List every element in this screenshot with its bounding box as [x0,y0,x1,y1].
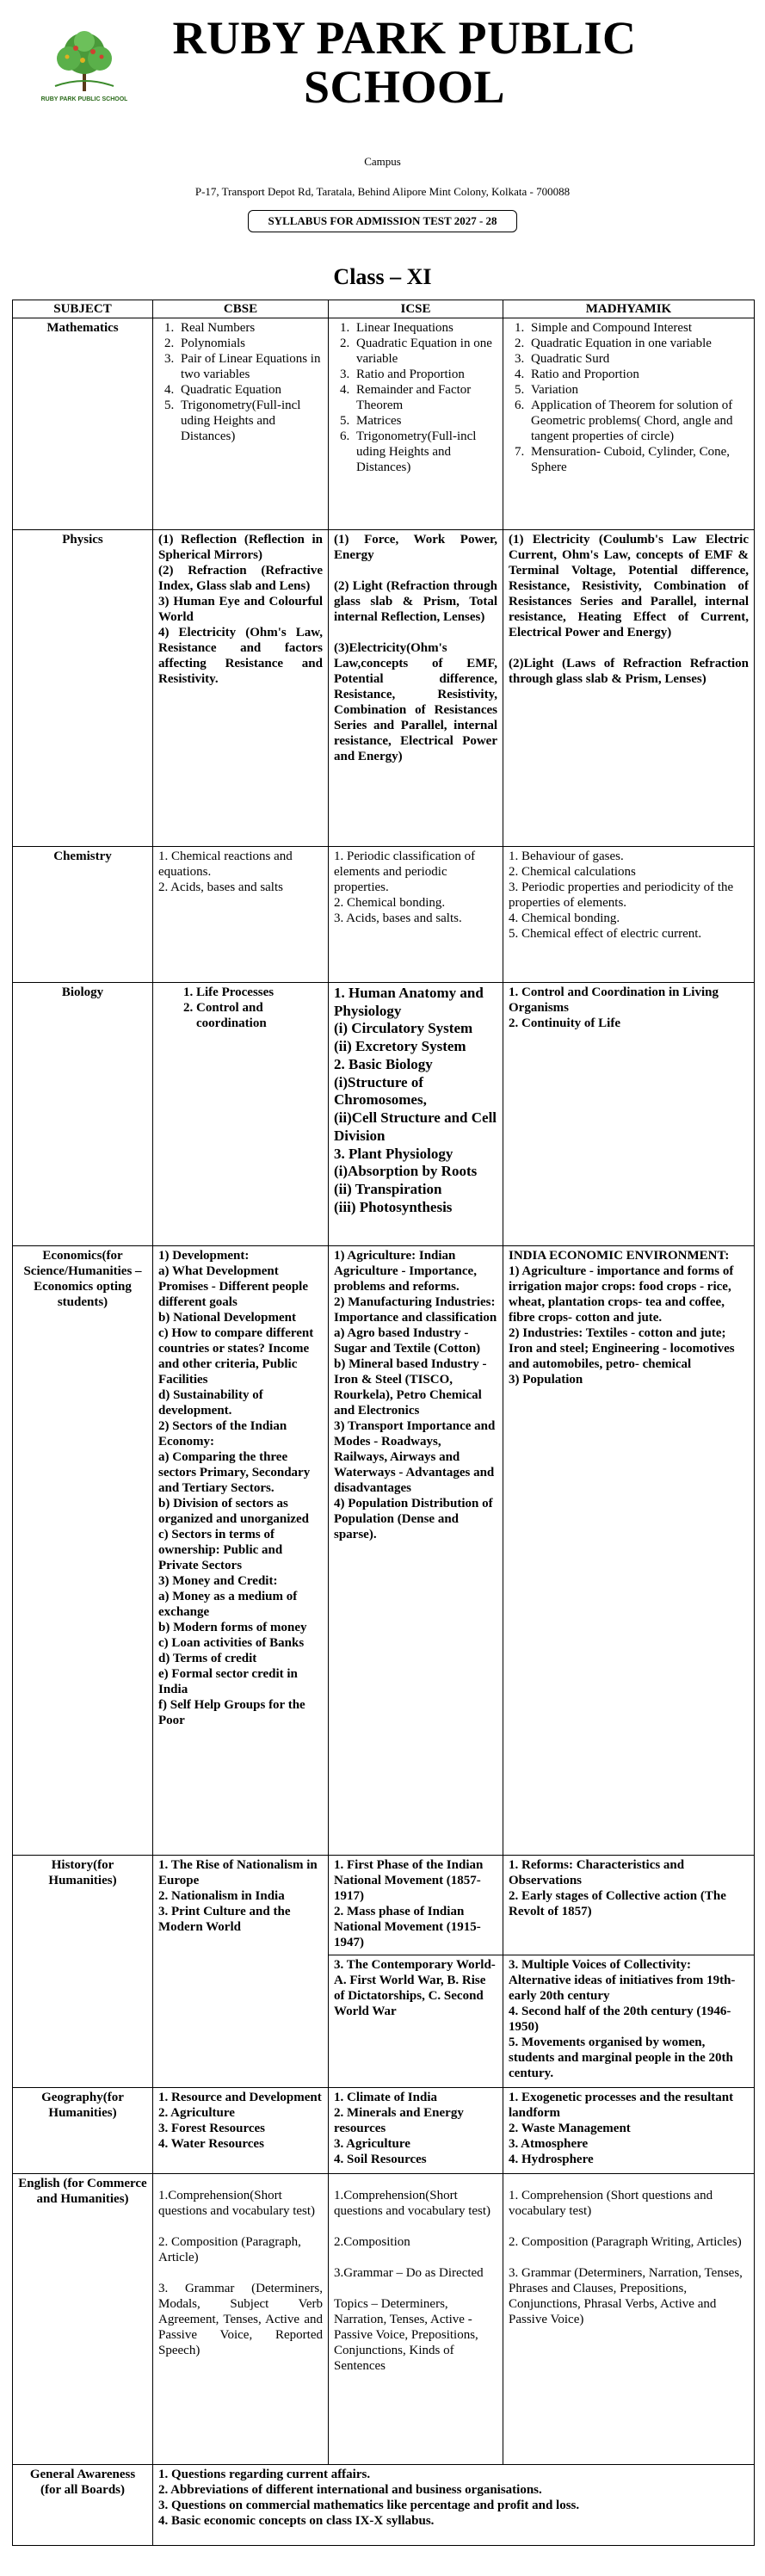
list-item: 3. Agriculture [334,2137,410,2151]
list-item: 2. Early stages of Collective action (The Revolt of 1857) [509,1889,726,1918]
list-item: a) Agro based Industry - Sugar and Textile (Cotton) [334,1326,481,1356]
list-item: 3. Grammar (Determiners, Modals, Subject Verb Agreement, Tenses, Active and Passive Voice, Reported Speech) [158,2282,323,2357]
list-item: 4. Ratio and Proportion [527,367,749,382]
list-item: (ii) Transpiration [334,1181,442,1198]
geography-cbse [153,2088,329,2174]
list-item: 2) Industries: Textiles - cotton and jute; Iron and steel; Engineering - locomotives and automobiles, petro- chemical [509,1326,735,1371]
subject-geography: Geography(for Humanities) [13,2088,153,2174]
school-logo-icon [41,22,127,105]
list-item: (3)Electricity(Ohm's Law,concepts of EMF, Potential difference, Resistance, Resistivity, Combination of Resistances Series and Parallel, internal resistance, Electrical Power and Energy) [334,641,497,763]
list-item: a) Money as a medium of exchange [158,1590,298,1619]
list-item: d) Terms of credit [158,1652,257,1665]
table-row [13,1856,755,1955]
list-item: 3. Grammar (Determiners, Narration, Tenses, Phrases and Clauses, Prepositions, Conjunctions, Phrasal Verbs, Active and Passive Voice) [509,2266,743,2326]
maths-cbse [153,318,329,530]
list-item: 1. Reforms: Characteristics and Observations [509,1858,685,1887]
list-item: (1) Electricity (Coulumb's Law Electric Current, Ohm's Law, concepts of EMF & Terminal Voltage, Potential difference, Resistance, Resistivity, Combination of Resistances Series and Parallel, internal resistance, Heating Effect of Current, Electrical Power and Energy) [509,533,749,639]
list-item: 1. Human Anatomy and Physiology [334,985,484,1019]
list-item: b) Modern forms of money [158,1621,307,1634]
table-row [13,983,755,1246]
economics-madhyamik [503,1246,755,1856]
list-item: e) Formal sector credit in India [158,1667,298,1696]
list-item: 4. Chemical bonding. [509,911,620,925]
list-item: 5. Chemical effect of electric current. [509,927,702,941]
economics-cbse [153,1246,329,1856]
list-item: 1. Questions regarding current affairs. [158,2468,371,2481]
list-item: 3. Multiple Voices of Collectivity: Alternative ideas of initiatives from 19th-early 20th century [509,1958,736,2003]
list-item: b) Mineral based Industry - Iron & Steel (TISCO, Rourkela), Petro Chemical and Electronics [334,1357,487,1418]
general-awareness-items [153,2465,755,2546]
list-item: INDIA ECONOMIC ENVIRONMENT: [509,1249,730,1263]
chemistry-madhyamik [503,847,755,983]
subject-english: English (for Commerce and Humanities) [13,2174,153,2465]
list-item: 4. Quadratic Equation [177,382,323,398]
list-item: 1. Linear Inequations [353,320,497,336]
list-item: 4. Water Resources [158,2137,264,2151]
list-item: 1. Life Processes [196,985,323,1000]
list-item: 2. Control and coordination [196,1000,323,1031]
list-item: (i) Circulatory System [334,1020,473,1037]
list-item: 1. Exogenetic processes and the resultant landform [509,2091,734,2120]
list-item: a) What Development Promises - Different people different goals [158,1264,308,1309]
list-item: c) Sectors in terms of ownership: Public and Private Sectors [158,1528,283,1572]
list-item: 1. First Phase of the Indian National Movement (1857-1917) [334,1858,484,1903]
list-item: 3) Money and Credit: [158,1574,278,1588]
header-subject: SUBJECT [13,300,153,318]
english-icse [329,2174,503,2465]
list-item: (iii) Photosynthesis [334,1198,453,1215]
list-item: 1. Simple and Compound Interest [527,320,749,336]
english-cbse [153,2174,329,2465]
list-item: (2) Refraction (Refractive Index, Glass slab and Lens) [158,564,323,593]
list-item: 4. Hydrosphere [509,2153,594,2166]
list-item: (2)Light (Laws of Refraction Refraction through glass slab & Prism, Lenses) [509,657,749,686]
list-item: c) Loan activities of Banks [158,1636,305,1650]
list-item: b) Division of sectors as organized and unorganized [158,1497,310,1526]
list-item: 2. Polynomials [177,336,323,351]
list-item: 2. Acids, bases and salts [158,880,283,894]
physics-madhyamik [503,530,755,847]
list-item: 1.Comprehension(Short questions and vocabulary test) [334,2189,491,2218]
subject-biology: Biology [13,983,153,1246]
list-item: a) Comparing the three sectors Primary, Secondary and Tertiary Sectors. [158,1450,311,1495]
list-item: 2. Agriculture [158,2106,235,2120]
list-item: f) Self Help Groups for the Poor [158,1698,305,1727]
biology-icse [329,983,503,1246]
school-name: RUBY PARK PUBLIC SCHOOL [172,12,637,114]
list-item: 2. Waste Management [509,2122,631,2135]
physics-icse [329,530,503,847]
list-item: 1. Periodic classification of elements and periodic properties. [334,849,476,894]
list-item: 7. Mensuration- Cuboid, Cylinder, Cone, Sphere [527,444,749,475]
biology-cbse [153,983,329,1246]
list-item: 5. Movements organised by women, students and marginal people in the 20th century. [509,2035,733,2080]
history-madhyamik-part1 [503,1856,755,1955]
list-item: 3. Ratio and Proportion [353,367,497,382]
list-item: 3. Atmosphere [509,2137,589,2151]
chemistry-icse [329,847,503,983]
list-item: 3. The Contemporary World-A. First World War, B. Rise of Dictatorships, C. Second World War [334,1958,496,2018]
list-item: 2. Chemical calculations [509,865,636,879]
list-item: 2.Composition [334,2235,410,2249]
list-item: 2. Composition (Paragraph Writing, Articles) [509,2235,742,2249]
list-item: (i)Absorption by Roots [334,1163,478,1180]
list-item: 2. Chemical bonding. [334,896,446,910]
list-item: 2. Nationalism in India [158,1889,285,1903]
list-item: 3) Transport Importance and Modes - Roadways, Railways, Airways and Waterways - Advantages and disadvantages [334,1419,496,1495]
header-madhyamik: MADHYAMIK [503,300,755,318]
list-item: 1. The Rise of Nationalism in Europe [158,1858,318,1887]
list-item: d) Sustainability of development. [158,1388,263,1418]
geography-madhyamik [503,2088,755,2174]
list-item: 1. Control and Coordination in Living Organisms [509,985,719,1015]
maths-madhyamik [503,318,755,530]
list-item: 2. Quadratic Equation in one variable [353,336,497,367]
table-row [13,2088,755,2174]
list-item: 3. Acids, bases and salts. [334,911,462,925]
list-item: 2. Basic Biology [334,1055,433,1072]
list-item: 3. Questions on commercial mathematics like percentage and profit and loss. [158,2499,580,2512]
header [0,12,765,225]
list-item: 3.Grammar – Do as Directed [334,2266,484,2280]
physics-cbse [153,530,329,847]
svg-text:RUBY PARK PUBLIC SCHOOL: RUBY PARK PUBLIC SCHOOL [41,96,127,102]
list-item: b) National Development [158,1311,296,1325]
list-item: 4. Second half of the 20th century (1946-1950) [509,2005,731,2034]
list-item: 4. Basic economic concepts on class IX-X syllabus. [158,2514,435,2528]
economics-icse [329,1246,503,1856]
list-item: 1) Development: [158,1249,250,1263]
subject-history: History(for Humanities) [13,1856,153,2088]
english-madhyamik [503,2174,755,2465]
list-item: 1. Comprehension (Short questions and vocabulary test) [509,2189,713,2218]
list-item: 4) Electricity (Ohm's Law, Resistance and factors affecting Resistance and Resistivity. [158,626,323,686]
list-item: 1. Climate of India [334,2091,437,2104]
list-item: 2. Composition (Paragraph, Article) [158,2235,301,2264]
list-item: 4. Soil Resources [334,2153,427,2166]
list-item: 3) Human Eye and Colourful World [158,595,323,624]
list-item: 2. Abbreviations of different international and business organisations. [158,2483,542,2497]
class-title: Class – XI [333,264,432,289]
list-item: 3. Quadratic Surd [527,351,749,367]
table-header-row [13,300,755,318]
list-item: 2) Sectors of the Indian Economy: [158,1419,287,1449]
list-item: c) How to compare different countries or states? Income and other criteria, Public Facilities [158,1326,314,1387]
list-item: 3. Forest Resources [158,2122,265,2135]
list-item: 6. Application of Theorem for solution of Geometric problems( Chord, angle and tangent properties of circle) [527,398,749,444]
list-item: (ii) Excretory System [334,1038,466,1055]
table-row [13,2465,755,2546]
subject-chemistry: Chemistry [13,847,153,983]
list-item: (i)Structure of Chromosomes, [334,1073,427,1109]
list-item: 3. Plant Physiology [334,1145,453,1162]
table-row [13,1246,755,1856]
table-row [13,847,755,983]
campus-label: Campus [364,155,401,168]
biology-madhyamik [503,983,755,1246]
list-item: 2. Quadratic Equation in one variable [527,336,749,351]
list-item: 2. Minerals and Energy resources [334,2106,464,2135]
table-row [13,530,755,847]
list-item: (1) Force, Work Power, Energy [334,533,497,562]
list-item: 2. Continuity of Life [509,1016,621,1030]
chemistry-cbse [153,847,329,983]
subject-physics: Physics [13,530,153,847]
list-item: 1. Behaviour of gases. [509,849,624,863]
history-icse-part1 [329,1856,503,1955]
list-item: 3. Pair of Linear Equations in two variables [177,351,323,382]
list-item: 1.Comprehension(Short questions and vocabulary test) [158,2189,316,2218]
list-item: 5. Variation [527,382,749,398]
history-madhyamik-part2 [503,1955,755,2088]
history-icse-part2 [329,1955,503,2088]
list-item: 3. Periodic properties and periodicity of the properties of elements. [509,880,734,910]
list-item: 1. Resource and Development [158,2091,322,2104]
subject-mathematics: Mathematics [13,318,153,530]
list-item: 5. Matrices [353,413,497,429]
header-icse: ICSE [329,300,503,318]
list-item: (2) Light (Refraction through glass slab & Prism, Total internal Reflection, Lenses) [334,579,497,624]
list-item: Topics – Determiners, Narration, Tenses, Active - Passive Voice, Prepositions, Conjunctions, Kinds of Sentences [334,2297,478,2373]
maths-icse [329,318,503,530]
list-item: 1) Agriculture - importance and forms of irrigation major crops: food crops - rice, wheat, plantation crops- tea and coffee, fibre crops- cotton and jute. [509,1264,734,1325]
list-item: (1) Reflection (Reflection in Spherical Mirrors) [158,533,323,562]
list-item: 2. Mass phase of Indian National Movement (1915-1947) [334,1905,481,1949]
school-address: P-17, Transport Depot Rd, Taratala, Behind Alipore Mint Colony, Kolkata - 700088 [194,185,571,198]
list-item: 2) Manufacturing Industries: Importance and classification [334,1295,497,1325]
list-item: 4) Population Distribution of Population (Dense and sparse). [334,1497,493,1541]
subject-economics: Economics(for Science/Humanities – Economics opting students) [13,1246,153,1856]
list-item: 5. Trigonometry(Full-incl uding Heights and Distances) [177,398,323,444]
list-item: 1. Chemical reactions and equations. [158,849,293,879]
syllabus-title: SYLLABUS FOR ADMISSION TEST 2027 - 28 [248,210,516,232]
list-item: 4. Remainder and Factor Theorem [353,382,497,413]
history-cbse [153,1856,329,2088]
syllabus-table [12,300,755,2546]
list-item: 3. Print Culture and the Modern World [158,1905,291,1934]
list-item: 1) Agriculture: Indian Agriculture - Importance, problems and reforms. [334,1249,477,1294]
list-item: 6. Trigonometry(Full-incl uding Heights and Distances) [353,429,497,475]
list-item: 1. Real Numbers [177,320,323,336]
table-row [13,318,755,530]
list-item: (ii)Cell Structure and Cell Division [334,1109,497,1144]
table-row [13,2174,755,2465]
list-item: 3) Population [509,1373,583,1387]
subject-general-awareness: General Awareness (for all Boards) [13,2465,153,2546]
header-cbse: CBSE [153,300,329,318]
geography-icse [329,2088,503,2174]
